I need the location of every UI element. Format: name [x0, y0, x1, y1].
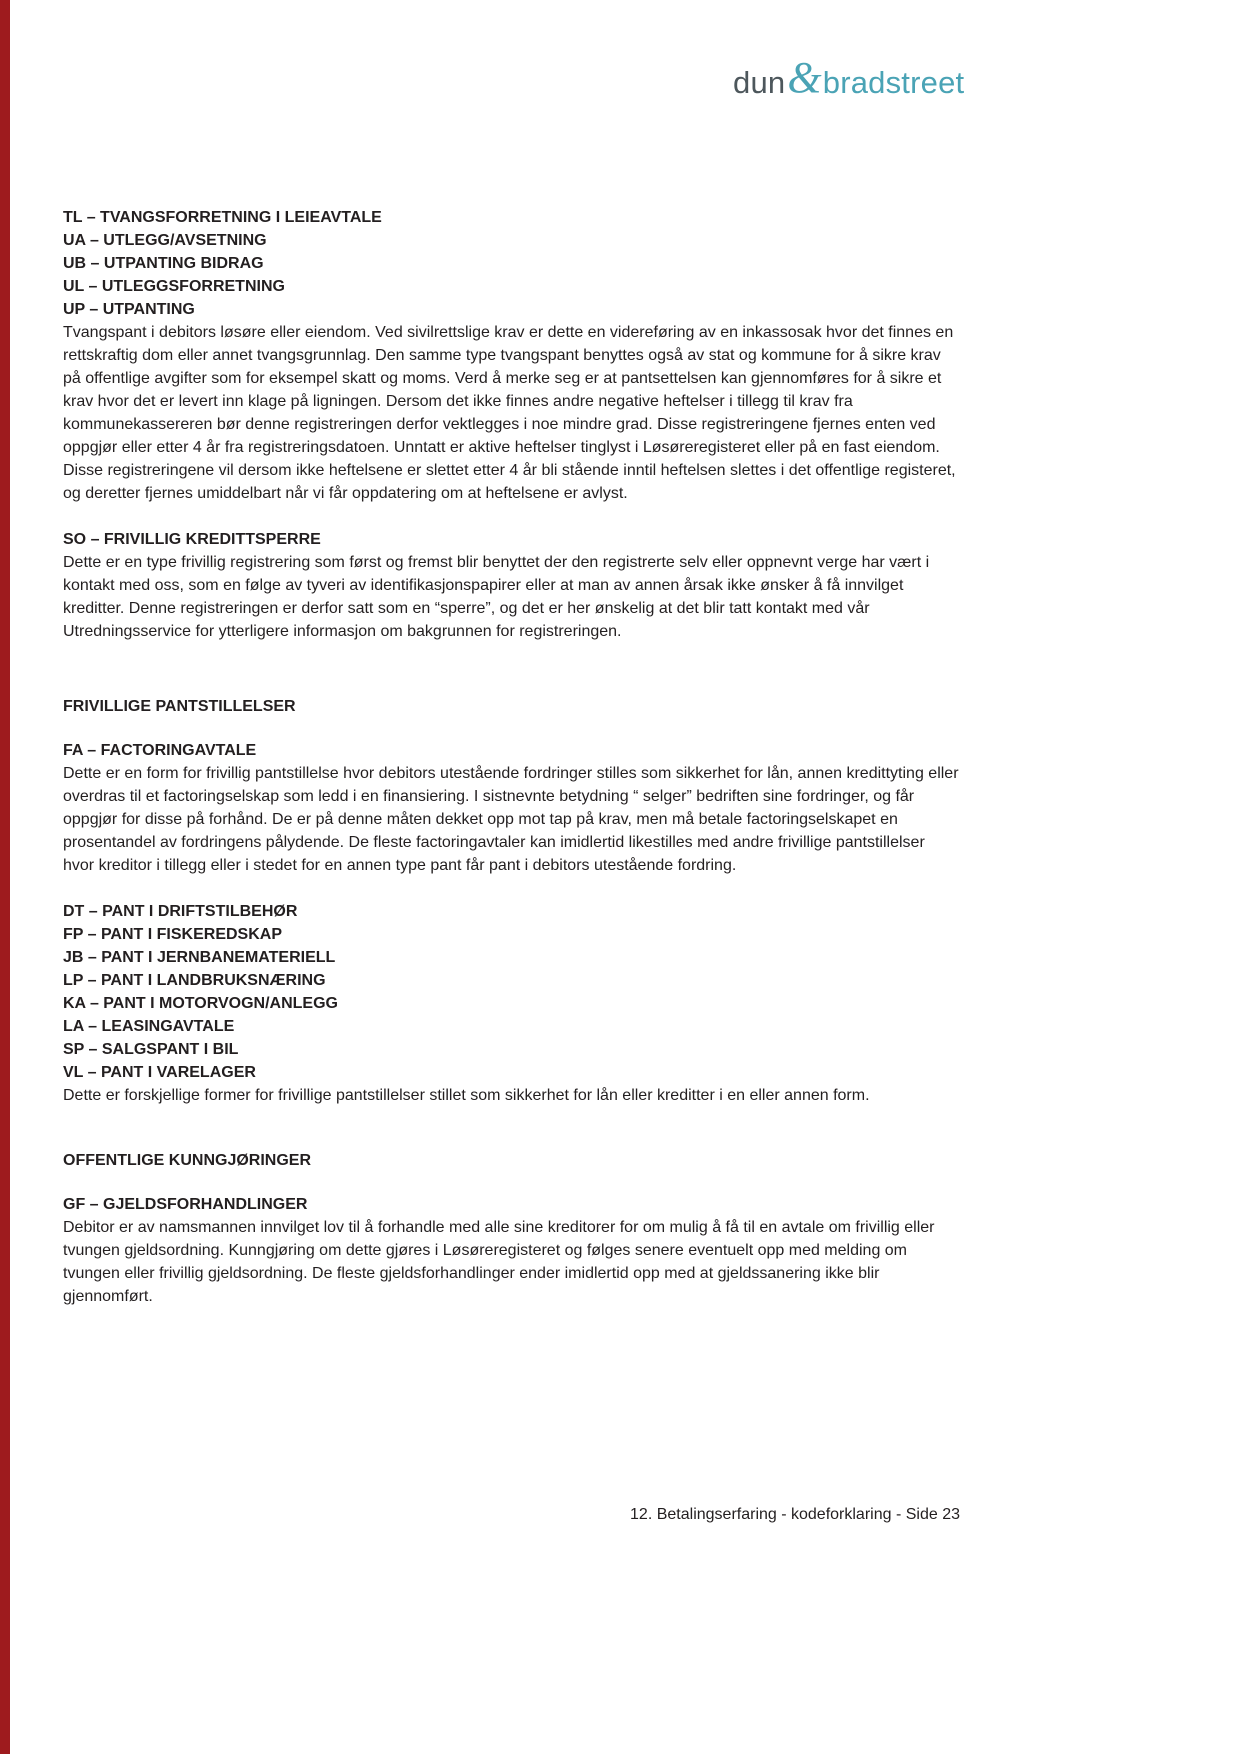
dun-bradstreet-logo [733, 53, 965, 102]
code-heading-fa: FA – FACTORINGAVTALE [63, 742, 257, 759]
code-heading-ub: UB – UTPANTING BIDRAG [63, 255, 264, 272]
document-body [63, 206, 960, 1331]
page-accent-stripe [0, 0, 10, 1754]
code-heading-dt: DT – PANT I DRIFTSTILBEHØR [63, 903, 298, 920]
code-heading-so: SO – FRIVILLIG KREDITTSPERRE [63, 531, 321, 548]
paragraph-fa: Dette er en form for frivillig pantstillelse hvor debitors utestående fordringer stilles som sikkerhet for lån, annen kredittyting eller overdras til et factoringselskap som ledd i en finansiering. I sistnevnte betydning “ selger” bedriften sine fordringer, og får oppgjør for disse på forhånd. De er på denne måten dekket opp mot tap på krav, men må betale factoringselskapet en prosentandel av fordringens pålydende. De fleste factoringavtaler kan imidlertid likestilles med andre frivillige pantstillelser hvor kreditor i tillegg eller i stedet for en annen type pant får pant i debitors utestående fordring. [63, 765, 959, 874]
code-group-tvangspant [63, 206, 960, 505]
paragraph-pant: Dette er forskjellige former for frivillige pantstillelser stillet som sikkerhet for lån eller kreditter i en eller annen form. [63, 1087, 870, 1104]
code-heading-fp: FP – PANT I FISKEREDSKAP [63, 926, 282, 943]
code-group-fa [63, 739, 960, 877]
code-group-gf [63, 1193, 960, 1308]
code-heading-sp: SP – SALGSPANT I BIL [63, 1041, 239, 1058]
code-group-so [63, 528, 960, 643]
paragraph-so: Dette er en type frivillig registrering som først og fremst blir benyttet der den registrerte selv eller oppnevnt verge har vært i kontakt med oss, som en følge av tyveri av identifikasjonspapirer eller at man av annen årsak ikke ønsker å få innvilget kreditter. Denne registreringen er derfor satt som en “sperre”, og det er her ønskelig at det blir tatt kontakt med vår Utredningsservice for ytterligere informasjon om bakgrunnen for registreringen. [63, 554, 930, 640]
code-group-pant [63, 900, 960, 1107]
section-heading-frivillige-pantstillelser: FRIVILLIGE PANTSTILLELSER [63, 698, 296, 715]
code-heading-ka: KA – PANT I MOTORVOGN/ANLEGG [63, 995, 338, 1012]
code-heading-lp: LP – PANT I LANDBRUKSNÆRING [63, 972, 326, 989]
code-heading-vl: VL – PANT I VARELAGER [63, 1064, 256, 1081]
paragraph-tvangspant: Tvangspant i debitors løsøre eller eiendom. Ved sivilrettslige krav er dette en videreføring av en inkassosak hvor det finnes en rettskraftig dom eller annet tvangsgrunnlag. Den samme type tvangspant benyttes også av stat og kommune for å sikre krav på offentlige avgifter som for eksempel skatt og moms. Verd å merke seg er at pantsettelsen kan gjennomføres for å sikre et krav hvor det er levert inn klage på ligningen. Dersom det ikke finnes andre negative heftelser i tillegg til krav fra kommunekassereren bør denne registreringen derfor vektlegges i noe mindre grad. Disse registreringene fjernes enten ved oppgjør eller etter 4 år fra registreringsdatoen. Unntatt er aktive heftelser tinglyst i Løsøreregisteret eller på en fast eiendom. Disse registreringene vil dersom ikke heftelsene er slettet etter 4 år bli stående inntil heftelsen slettes i det offentlige registeret, og deretter fjernes umiddelbart når vi får oppdatering om at heftelsene er avlyst. [63, 324, 956, 502]
code-heading-gf: GF – GJELDSFORHANDLINGER [63, 1196, 308, 1213]
code-heading-tl: TL – TVANGSFORRETNING I LEIEAVTALE [63, 209, 382, 226]
code-heading-up: UP – UTPANTING [63, 301, 195, 318]
code-heading-ua: UA – UTLEGG/AVSETNING [63, 232, 267, 249]
logo-text-dun: dun [733, 64, 786, 100]
section-heading-offentlige-kunngjoringer: OFFENTLIGE KUNNGJØRINGER [63, 1152, 312, 1169]
paragraph-gf: Debitor er av namsmannen innvilget lov til å forhandle med alle sine kreditorer for om mulig å få til en avtale om frivillig eller tvungen gjeldsordning. Kunngjøring om dette gjøres i Løsøreregisteret og følges senere eventuelt opp med melding om tvungen eller frivillig gjeldsordning. De fleste gjeldsforhandlinger ender imidlertid opp med at gjeldssanering ikke blir gjennomført. [63, 1219, 935, 1305]
logo-text-bradstreet: bradstreet [822, 64, 965, 100]
code-heading-la: LA – LEASINGAVTALE [63, 1018, 235, 1035]
logo-ampersand-icon: & [787, 53, 822, 102]
code-heading-jb: JB – PANT I JERNBANEMATERIELL [63, 949, 336, 966]
code-heading-ul: UL – UTLEGGSFORRETNING [63, 278, 285, 295]
page-footer: 12. Betalingserfaring - kodeforklaring - Side 23 [630, 1506, 960, 1523]
